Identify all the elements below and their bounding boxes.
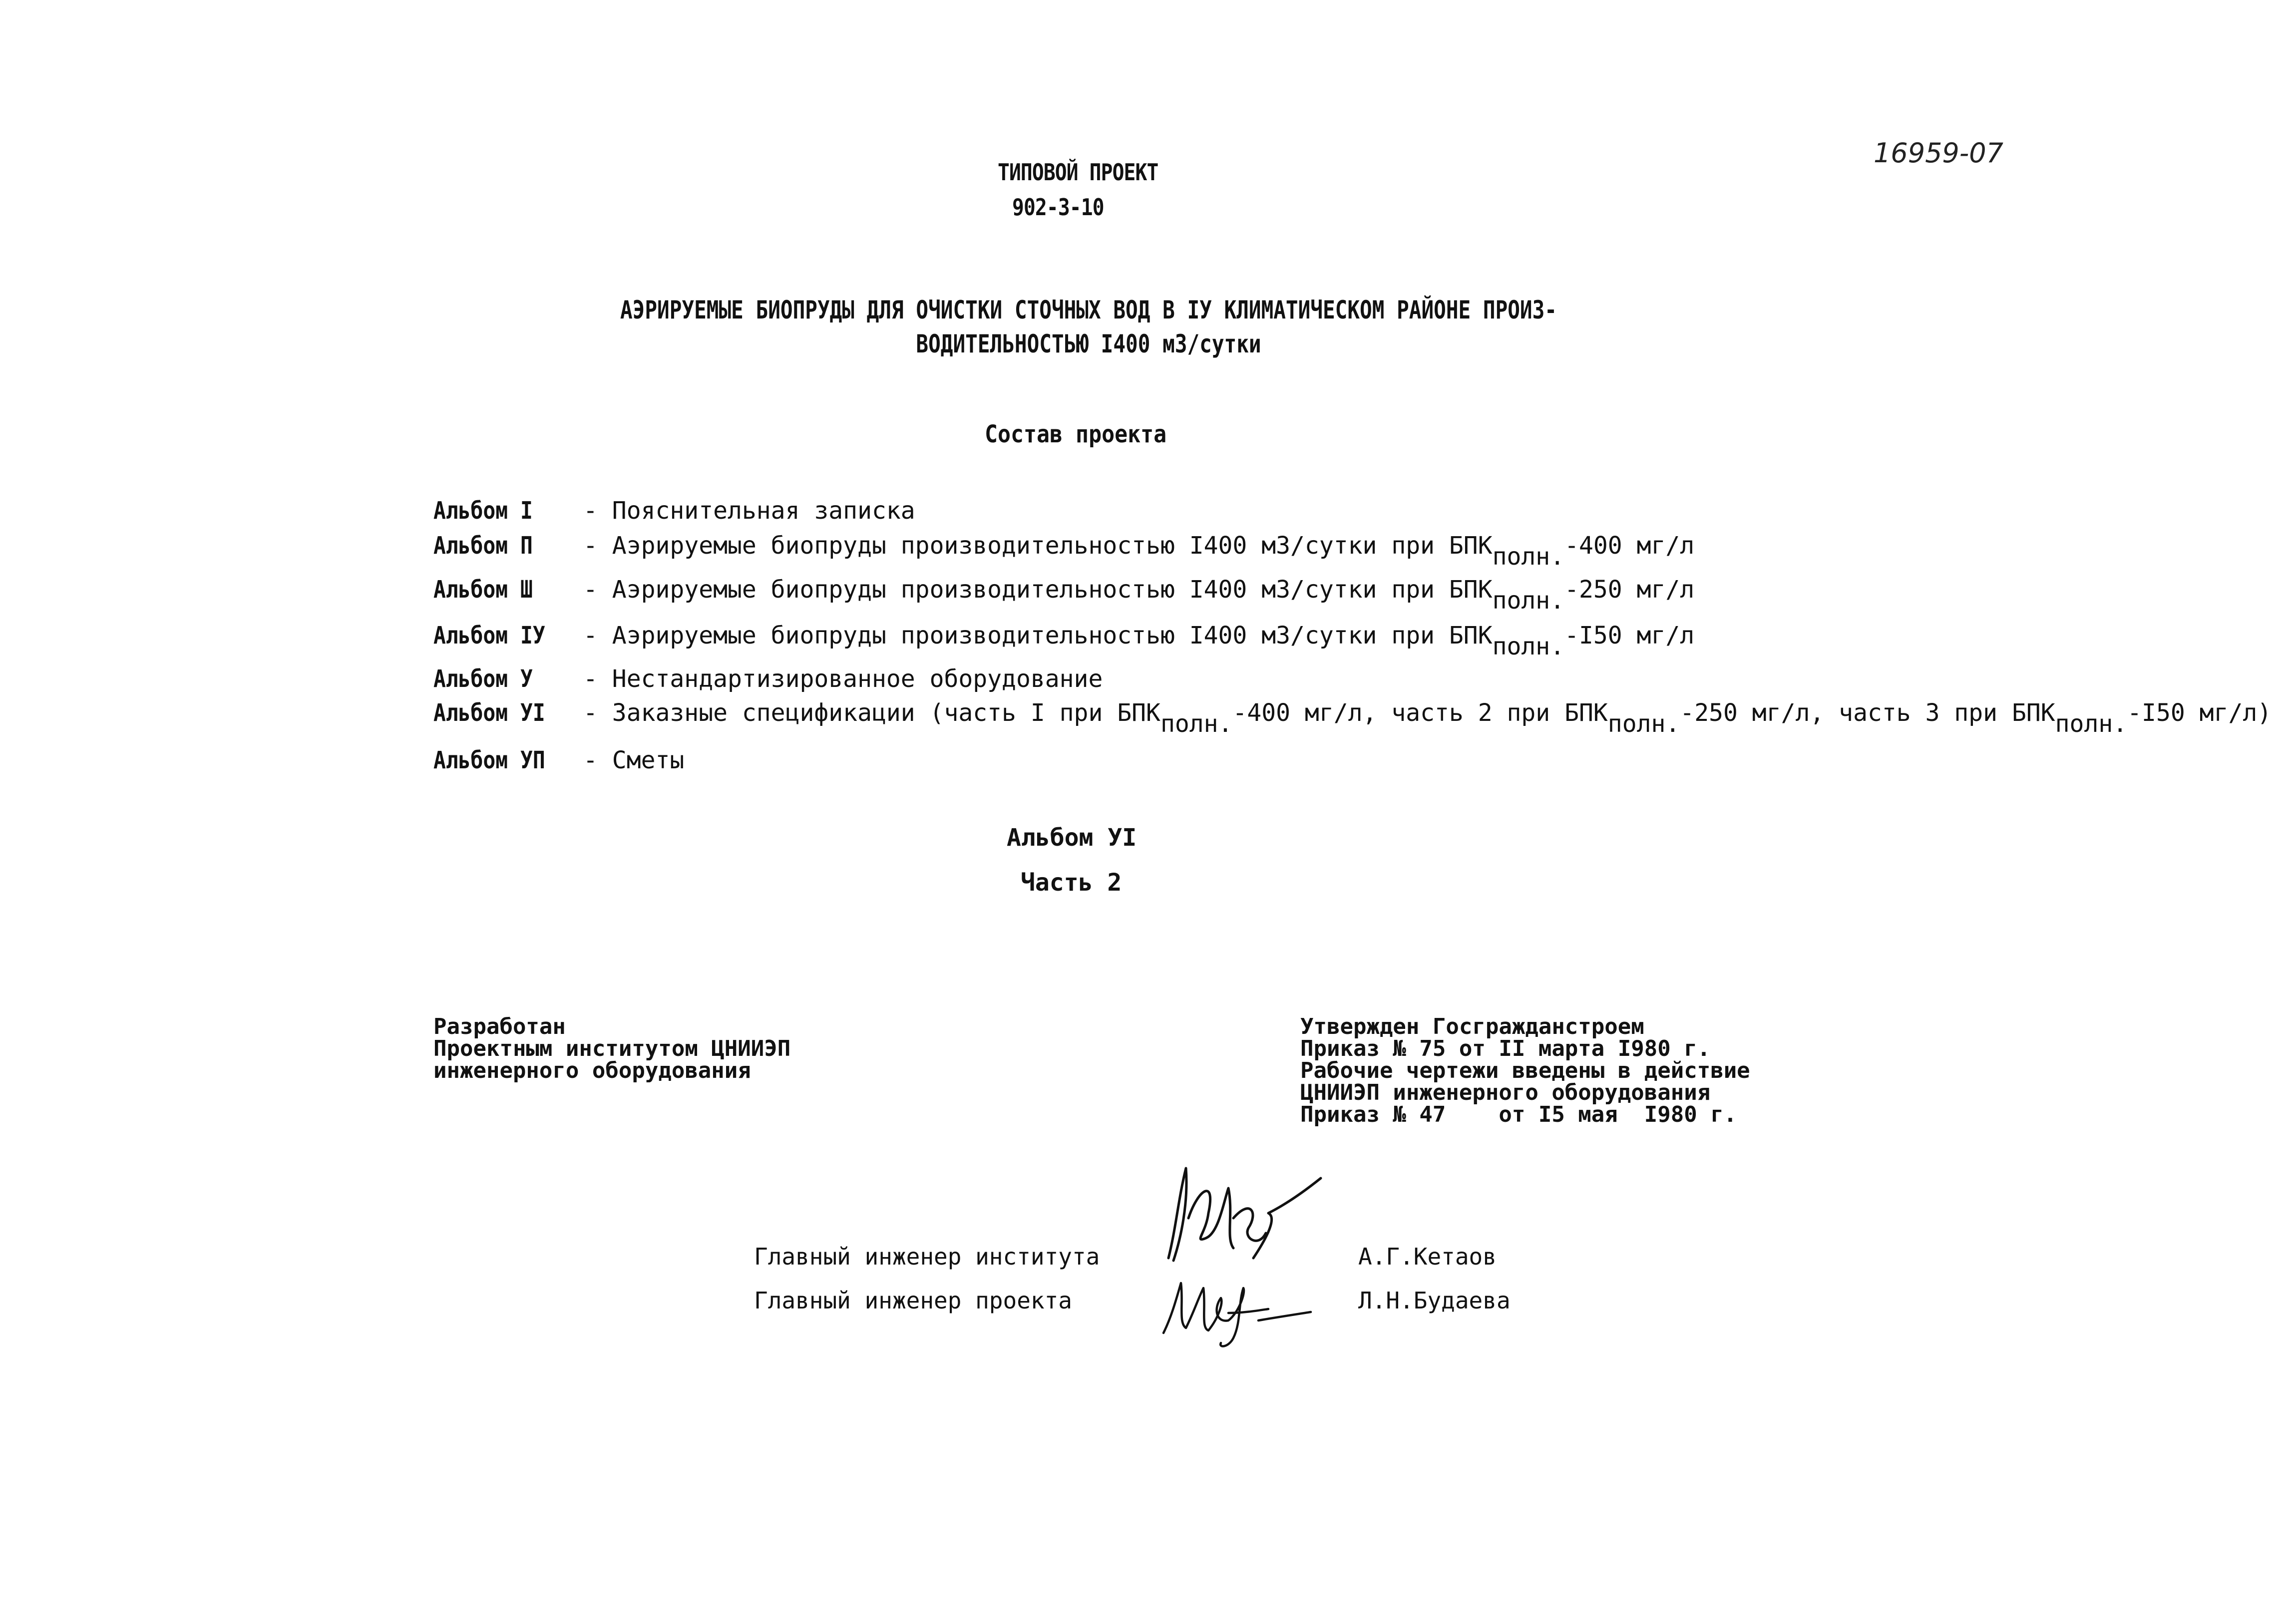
signature-name-chief-engineer-institute: А.Г.Кетаов (1358, 1243, 1497, 1270)
album-row (433, 497, 915, 525)
album-description: - Сметы (583, 746, 685, 774)
album-name: Альбом У (433, 665, 533, 693)
album-section-title: Альбом УI (1007, 824, 1137, 852)
composition-heading: Состав проекта (985, 420, 1167, 448)
album-name: Альбом УI (433, 699, 545, 727)
album-name: Альбом IУ (433, 622, 545, 650)
album-name: Альбом УП (433, 746, 545, 774)
signature-name-chief-engineer-project: Л.Н.Будаева (1358, 1287, 1511, 1314)
developer-line: Разработан (433, 1014, 566, 1039)
handwritten-signature-2 (1158, 1273, 1313, 1353)
album-description: - Аэрируемые биопруды производительностью I400 м3/сутки при $БПК_{полн.}-I50$ мг/л (583, 622, 1695, 660)
document-title-line-2: ВОДИТЕЛЬНОСТЬЮ I400 м3/сутки (916, 329, 1261, 358)
approval-line: Утвержден Госгражданстроем (1300, 1014, 1644, 1039)
album-row (433, 665, 1103, 693)
album-description: - Аэрируемые биопруды производительностью I400 м3/сутки при $БПК_{полн.}-400$ мг/л (583, 532, 1695, 571)
album-description: - Пояснительная записка (583, 497, 915, 525)
album-row (433, 746, 684, 774)
handwritten-signature-1 (1158, 1158, 1323, 1273)
approval-line: Рабочие чертежи введены в действие (1300, 1058, 1750, 1083)
album-row (433, 532, 1694, 571)
approval-line: Приказ № 47 от I5 мая I980 г. (1300, 1102, 1737, 1127)
album-description: - Заказные спецификации (часть I при $БПК_{полн.}-400$ мг/л, часть 2 при $БПК_{полн.}-250$ мг/л, часть 3 при $БПК_{полн.}-I50$ мг/л) (583, 699, 2272, 738)
project-code: 902-3-10 (1012, 194, 1104, 221)
album-description: - Аэрируемые биопруды производительностью I400 м3/сутки при $БПК_{полн.}-250$ мг/л (583, 576, 1695, 615)
signature-role-chief-engineer-project: Главный инженер проекта (754, 1287, 1072, 1314)
album-part-title: Часть 2 (1021, 869, 1122, 897)
album-row (433, 622, 1694, 660)
series-label: ТИПОВОЙ ПРОЕКТ (998, 159, 1158, 186)
album-row (433, 576, 1694, 615)
stamp-number: 16959-07 (1874, 137, 2003, 169)
document-title-line-1: АЭРИРУЕМЫЕ БИОПРУДЫ ДЛЯ ОЧИСТКИ СТОЧНЫХ ВОД В IУ КЛИМАТИЧЕСКОМ РАЙОНЕ ПРОИЗ- (620, 296, 1557, 325)
signature-role-chief-engineer-institute: Главный инженер института (754, 1243, 1100, 1270)
developer-block (433, 1016, 790, 1082)
album-name: Альбом Ш (433, 576, 533, 604)
approval-line: Приказ № 75 от II марта I980 г. (1300, 1036, 1711, 1061)
developer-line: Проектным институтом ЦНИИЭП (433, 1036, 791, 1061)
approval-block (1300, 1016, 1750, 1126)
album-row (433, 699, 2272, 738)
developer-line: инженерного оборудования (433, 1058, 751, 1083)
album-description: - Нестандартизированное оборудование (583, 665, 1103, 693)
album-name: Альбом I (433, 497, 533, 525)
album-name: Альбом П (433, 532, 533, 560)
approval-line: ЦНИИЭП инженерного оборудования (1300, 1080, 1711, 1105)
